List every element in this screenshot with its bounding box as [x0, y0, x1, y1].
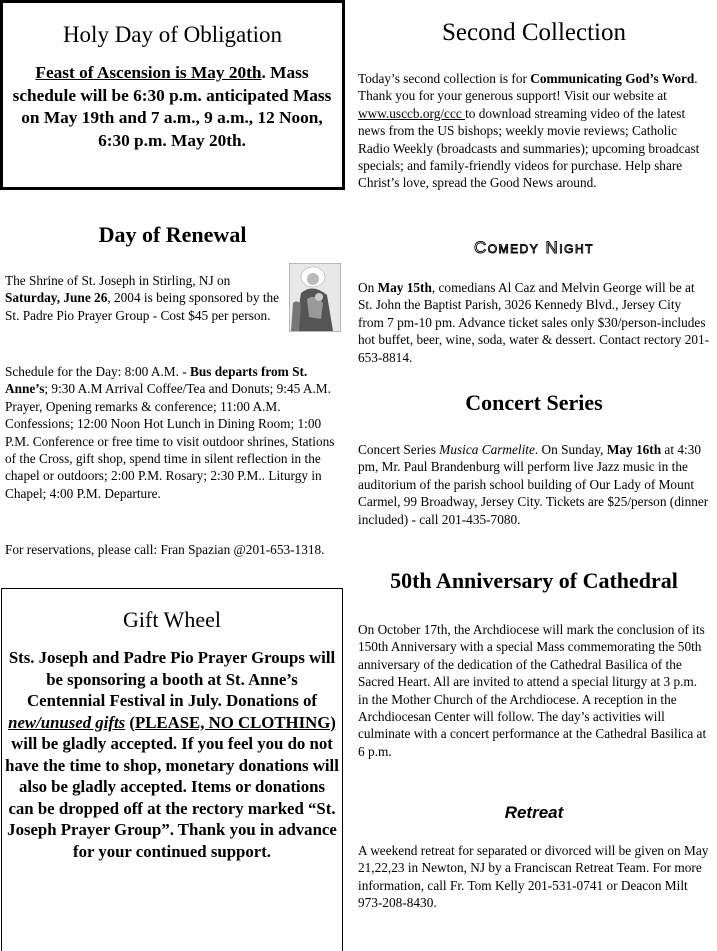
concert-series-body: Concert Series Musica Carmelite. On Sunday, May 16th at 4:30 pm, Mr. Paul Brandenburg will perform live Jazz music in the auditorium of the parish school building of Our Lady of Mount Carmel, 99 Broadway, Jersey City. Tickets are $25/person (dinner included) - call 201-435-7080.: [358, 442, 709, 527]
renewal-heading: Day of Renewal: [98, 222, 247, 247]
concert-series-heading: Concert Series: [465, 390, 603, 415]
retreat-heading: Retreat: [504, 803, 564, 822]
holy-day-heading: Holy Day of Obligation: [62, 22, 283, 47]
renewal-paragraph-1: The Shrine of St. Joseph in Stirling, NJ on Saturday, June 26, 2004 is being sponsored by the St. Padre Pio Prayer Group - Cost $45 per person.: [5, 273, 280, 323]
renewal-reservations: For reservations, please call: Fran Spazian @201-653-1318.: [5, 542, 325, 557]
st-joseph-image: [289, 263, 341, 332]
holy-day-body: Feast of Ascension is May 20th. Mass schedule will be 6:30 p.m. anticipated Mass on May 19th and 7 a.m., 9 a.m., 12 Noon, 6:30 p.m. May 20th.: [12, 63, 332, 150]
comedy-night-body: On May 15th, comedians Al Caz and Melvin George will be at St. John the Baptist Parish, 3026 Kennedy Blvd., Jersey City from 7 pm-10 pm. Advance ticket sales only $30/person-includes hot buffet, beer, wine, soda, water & dessert. Contact rectory 201-653-8814.: [358, 280, 710, 365]
renewal-schedule: Schedule for the Day: 8:00 A.M. - Bus departs from St. Anne’s; 9:30 A.M Arrival Coffee/Tea and Donuts; 9:45 A.M. Prayer, Opening remarks & conference; 11:00 A.M. Confessions; 12:00 Noon Hot Lunch in Dining Room; 1:00 P.M. Conference or free time to visit outdoor shrines, Stations of the Cross, gift shop, spend time in silent reflection in the chapel or outdoors; 2:00 P.M. Rosary; 2:30 P.M.. Liturgy in Chapel; 4:00 P.M. Departure.: [5, 364, 335, 501]
anniversary-body: On October 17th, the Archdiocese will mark the conclusion of its 150th Anniversary with a special Mass commemorating the 50th anniversary of the dedication of the Cathedral Basilica of the Sacred Heart. All are invited to attend a special liturgy at 3 p.m. in the Mother Church of the Archdiocese. A reception in the Archdiocesan Center will follow. The day’s activities will culminate with a concert performance at the Cathedral Basilica at 6 p.m.: [358, 622, 707, 759]
second-collection-heading: Second Collection: [442, 19, 626, 46]
anniversary-heading: 50th Anniversary of Cathedral: [390, 568, 678, 593]
second-collection-body: Today’s second collection is for Communicating God’s Word. Thank you for your generous support! Visit our website at www.usccb.org/ccc to download streaming video of the latest news from the US bishops; weekly movie reviews; Catholic Radio Weekly (broadcasts and summaries); upcoming broadcast specials; and family-friendly videos for purchase. Help share Christ’s love, spread the Good News around.: [358, 71, 700, 191]
feast-date: Feast of Ascension is May 20th: [35, 63, 262, 82]
comedy-night-heading: Comedy Night: [474, 238, 594, 257]
gift-wheel-heading: Gift Wheel: [123, 607, 221, 632]
retreat-body: A weekend retreat for separated or divorced will be given on May 21,22,23 in Newton, NJ by a Franciscan Retreat Team. For more information, call Fr. Tom Kelly 201-531-0741 or Deacon Milt 973-208-8430.: [358, 843, 709, 911]
usccb-link[interactable]: www.usccb.org/ccc: [358, 105, 466, 121]
gift-wheel-body: Sts. Joseph and Padre Pio Prayer Groups will be sponsoring a booth at St. Anne’s Centennial Festival in July. Donations of new/unused gifts (PLEASE, NO CLOTHING) will be gladly accepted. If you feel you do not have the time to shop, monetary donations will also be gladly accepted. Items or donations can be dropped off at the rectory marked “St. Joseph Prayer Group”. Thank you in advance for your continued support.: [5, 648, 339, 861]
